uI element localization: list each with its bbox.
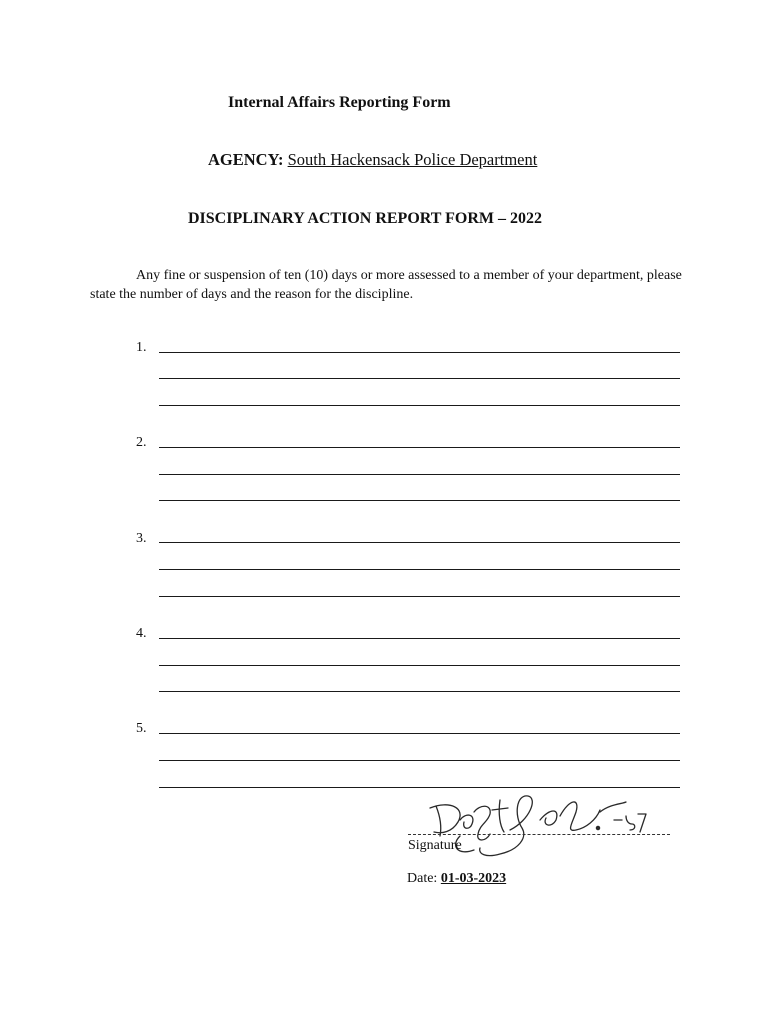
entry-line[interactable] — [159, 447, 680, 448]
entry-line[interactable] — [159, 638, 680, 639]
entry-item-5 — [0, 721, 770, 801]
signature-label: Signature — [408, 838, 462, 853]
entry-line[interactable] — [159, 569, 680, 570]
entry-line[interactable] — [159, 733, 680, 734]
entry-line[interactable] — [159, 500, 680, 501]
signature-line[interactable] — [408, 834, 670, 835]
date-label: Date: — [407, 871, 438, 886]
entry-line[interactable] — [159, 760, 680, 761]
entry-number: 1. — [136, 340, 147, 355]
entry-line[interactable] — [159, 596, 680, 597]
entry-item-1 — [0, 340, 770, 420]
report-title: DISCIPLINARY ACTION REPORT FORM – 2022 — [188, 210, 543, 227]
entry-line[interactable] — [159, 352, 680, 353]
entry-line[interactable] — [159, 691, 680, 692]
agency-label: AGENCY: — [208, 150, 284, 169]
entry-item-2 — [0, 435, 770, 515]
date-line — [407, 871, 506, 887]
entry-line[interactable] — [159, 665, 680, 666]
entry-item-4 — [0, 626, 770, 706]
signature-block — [400, 790, 690, 910]
entry-item-3 — [0, 531, 770, 611]
entry-number: 5. — [136, 721, 147, 736]
entry-line[interactable] — [159, 787, 680, 788]
agency-line — [208, 150, 537, 170]
entry-number: 4. — [136, 626, 147, 641]
entry-line[interactable] — [159, 378, 680, 379]
entry-line[interactable] — [159, 542, 680, 543]
agency-value: South Hackensack Police Department — [287, 150, 538, 169]
entry-line[interactable] — [159, 405, 680, 406]
form-title: Internal Affairs Reporting Form — [228, 94, 451, 111]
entry-number: 3. — [136, 531, 147, 546]
handwritten-signature — [400, 790, 690, 870]
date-value: 01-03-2023 — [440, 871, 507, 886]
instructions-paragraph: Any fine or suspension of ten (10) days or more assessed to a member of your department, please state the number of days and the reason for the discipline. — [90, 268, 682, 302]
entry-line[interactable] — [159, 474, 680, 475]
entry-number: 2. — [136, 435, 147, 450]
